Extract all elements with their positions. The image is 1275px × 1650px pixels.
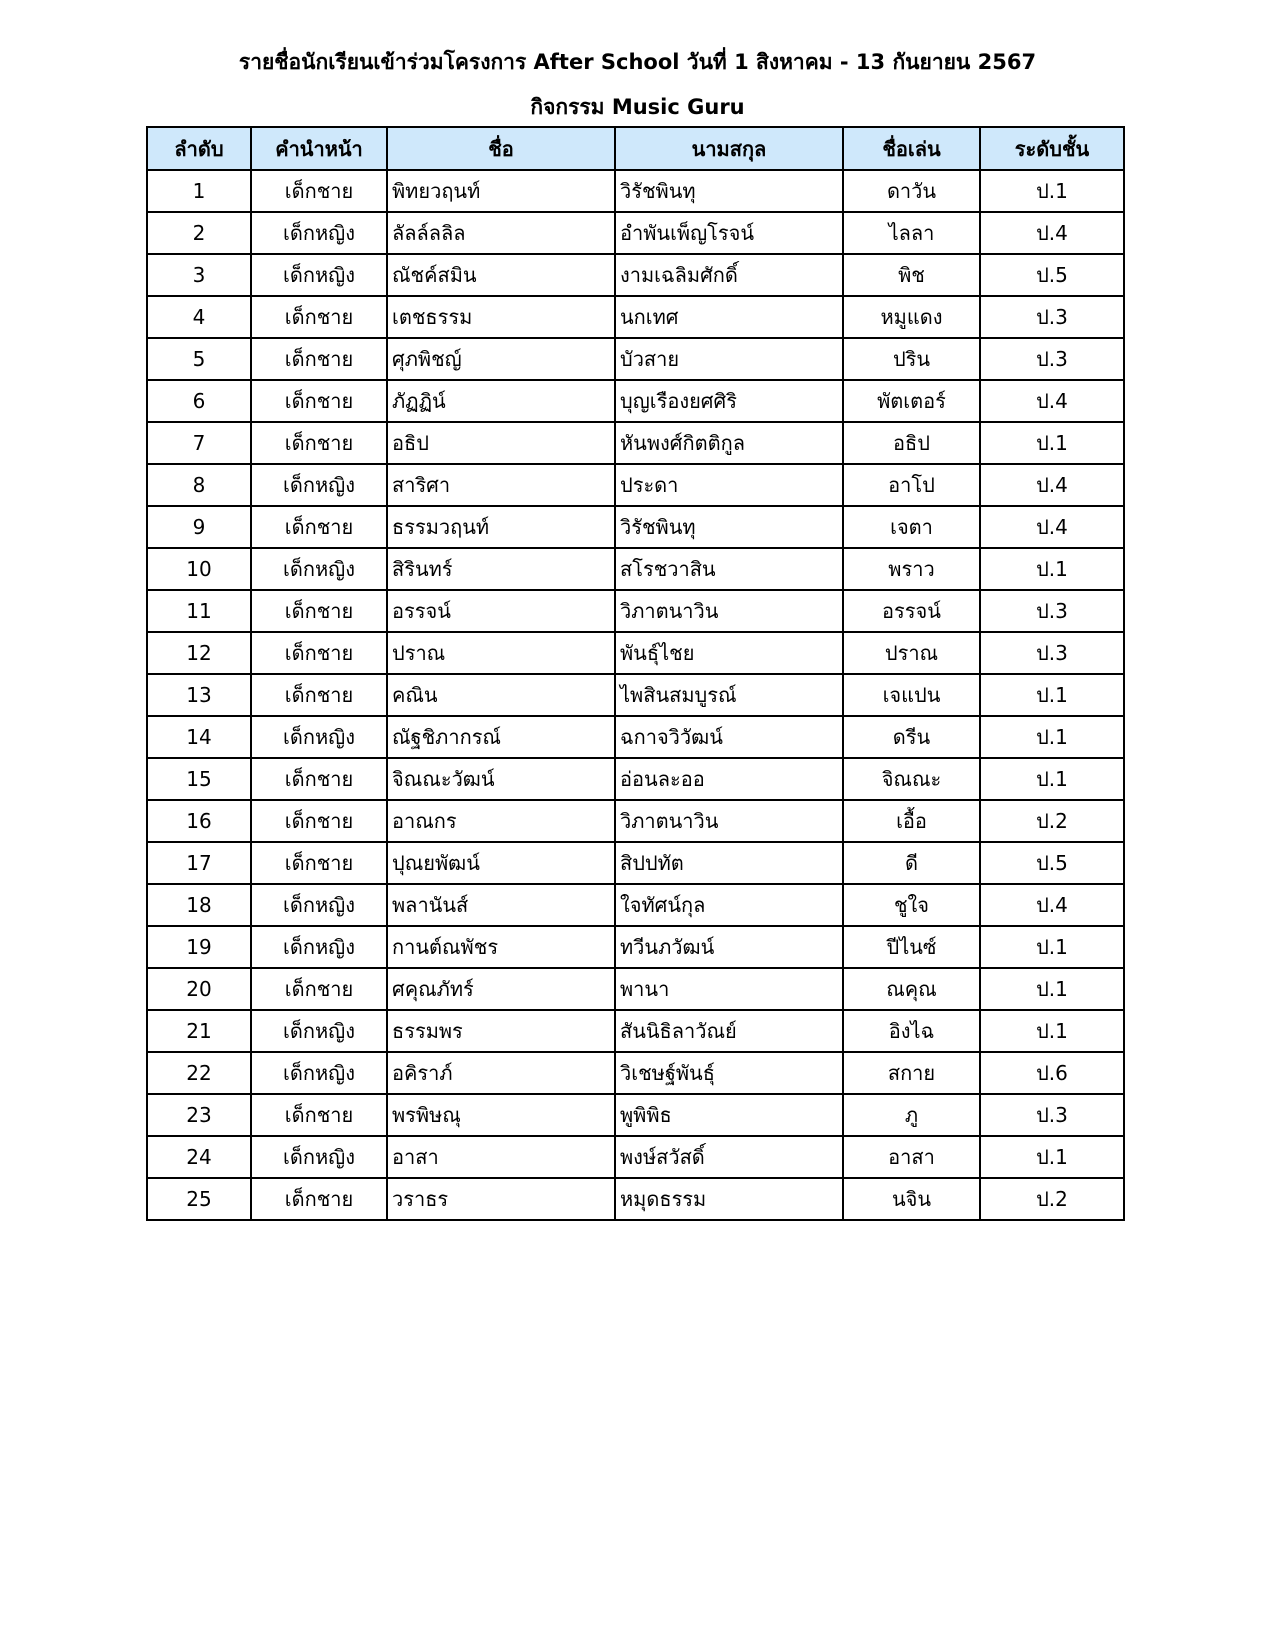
- cell-first-name: อธิป: [387, 422, 615, 464]
- cell-grade: ป.4: [980, 884, 1124, 926]
- table-row: [147, 1094, 1124, 1136]
- cell-prefix: เด็กหญิง: [251, 464, 387, 506]
- cell-order: 23: [147, 1094, 251, 1136]
- cell-grade: ป.2: [980, 1178, 1124, 1220]
- cell-nickname: อธิป: [843, 422, 980, 464]
- cell-prefix: เด็กหญิง: [251, 548, 387, 590]
- cell-last-name: วิรัชพินทุ: [615, 170, 843, 212]
- cell-nickname: ปราณ: [843, 632, 980, 674]
- cell-prefix: เด็กชาย: [251, 1094, 387, 1136]
- cell-order: 6: [147, 380, 251, 422]
- cell-grade: ป.5: [980, 842, 1124, 884]
- table-row: [147, 590, 1124, 632]
- cell-last-name: บุญเรืองยศศิริ: [615, 380, 843, 422]
- cell-prefix: เด็กชาย: [251, 968, 387, 1010]
- table-header-row: [147, 127, 1124, 170]
- cell-last-name: บัวสาย: [615, 338, 843, 380]
- cell-first-name: พลานันส์: [387, 884, 615, 926]
- cell-nickname: ปีไนซ์: [843, 926, 980, 968]
- cell-prefix: เด็กชาย: [251, 422, 387, 464]
- cell-first-name: ภัฏฏิน์: [387, 380, 615, 422]
- cell-order: 21: [147, 1010, 251, 1052]
- cell-prefix: เด็กชาย: [251, 380, 387, 422]
- table-row: [147, 716, 1124, 758]
- cell-nickname: อิงไฉ: [843, 1010, 980, 1052]
- cell-first-name: อาสา: [387, 1136, 615, 1178]
- cell-order: 16: [147, 800, 251, 842]
- cell-last-name: ทวีนภวัฒน์: [615, 926, 843, 968]
- table-row: [147, 296, 1124, 338]
- cell-nickname: จิณณะ: [843, 758, 980, 800]
- cell-first-name: ลัลล์ลลิล: [387, 212, 615, 254]
- cell-prefix: เด็กชาย: [251, 632, 387, 674]
- cell-order: 22: [147, 1052, 251, 1094]
- table-row: [147, 548, 1124, 590]
- header-prefix: คำนำหน้า: [251, 127, 387, 170]
- student-roster-table: [146, 126, 1125, 1221]
- cell-prefix: เด็กชาย: [251, 506, 387, 548]
- cell-prefix: เด็กชาย: [251, 1178, 387, 1220]
- cell-order: 10: [147, 548, 251, 590]
- cell-last-name: พงษ์สวัสดิ์: [615, 1136, 843, 1178]
- cell-nickname: ดี: [843, 842, 980, 884]
- table-row: [147, 1178, 1124, 1220]
- cell-prefix: เด็กชาย: [251, 758, 387, 800]
- cell-last-name: ฉกาจวิวัฒน์: [615, 716, 843, 758]
- table-row: [147, 464, 1124, 506]
- cell-prefix: เด็กหญิง: [251, 212, 387, 254]
- cell-last-name: สิปปทัต: [615, 842, 843, 884]
- cell-nickname: ดาวัน: [843, 170, 980, 212]
- table-row: [147, 884, 1124, 926]
- cell-first-name: อาณกร: [387, 800, 615, 842]
- cell-nickname: ชูใจ: [843, 884, 980, 926]
- cell-nickname: สกาย: [843, 1052, 980, 1094]
- cell-prefix: เด็กชาย: [251, 296, 387, 338]
- cell-prefix: เด็กหญิง: [251, 254, 387, 296]
- cell-first-name: อรรจน์: [387, 590, 615, 632]
- cell-last-name: ประดา: [615, 464, 843, 506]
- cell-grade: ป.3: [980, 338, 1124, 380]
- cell-prefix: เด็กชาย: [251, 170, 387, 212]
- cell-order: 2: [147, 212, 251, 254]
- cell-last-name: อ่อนละออ: [615, 758, 843, 800]
- cell-first-name: จิณณะวัฒน์: [387, 758, 615, 800]
- cell-grade: ป.4: [980, 506, 1124, 548]
- cell-first-name: พิทยวฤนท์: [387, 170, 615, 212]
- cell-nickname: อาสา: [843, 1136, 980, 1178]
- cell-order: 15: [147, 758, 251, 800]
- cell-last-name: หันพงศ์กิตติกูล: [615, 422, 843, 464]
- table-row: [147, 170, 1124, 212]
- header-first-name: ชื่อ: [387, 127, 615, 170]
- table-row: [147, 422, 1124, 464]
- table-row: [147, 758, 1124, 800]
- cell-grade: ป.4: [980, 212, 1124, 254]
- cell-nickname: เจแปน: [843, 674, 980, 716]
- cell-first-name: ศุภพิชญ์: [387, 338, 615, 380]
- table-row: [147, 968, 1124, 1010]
- cell-prefix: เด็กหญิง: [251, 926, 387, 968]
- cell-grade: ป.1: [980, 1010, 1124, 1052]
- cell-grade: ป.4: [980, 464, 1124, 506]
- cell-order: 8: [147, 464, 251, 506]
- header-grade: ระดับชั้น: [980, 127, 1124, 170]
- cell-grade: ป.3: [980, 632, 1124, 674]
- cell-prefix: เด็กชาย: [251, 590, 387, 632]
- cell-last-name: วิภาตนาวิน: [615, 590, 843, 632]
- cell-first-name: ปราณ: [387, 632, 615, 674]
- cell-order: 18: [147, 884, 251, 926]
- cell-order: 9: [147, 506, 251, 548]
- cell-first-name: ธรรมพร: [387, 1010, 615, 1052]
- cell-order: 14: [147, 716, 251, 758]
- cell-last-name: สันนิธิลาวัณย์: [615, 1010, 843, 1052]
- cell-prefix: เด็กชาย: [251, 800, 387, 842]
- cell-first-name: วราธร: [387, 1178, 615, 1220]
- cell-grade: ป.2: [980, 800, 1124, 842]
- cell-grade: ป.1: [980, 758, 1124, 800]
- cell-nickname: ภู: [843, 1094, 980, 1136]
- cell-order: 11: [147, 590, 251, 632]
- table-row: [147, 338, 1124, 380]
- cell-order: 17: [147, 842, 251, 884]
- cell-grade: ป.1: [980, 926, 1124, 968]
- table-row: [147, 632, 1124, 674]
- cell-last-name: นกเทศ: [615, 296, 843, 338]
- cell-grade: ป.3: [980, 1094, 1124, 1136]
- cell-nickname: ณคุณ: [843, 968, 980, 1010]
- header-order: ลำดับ: [147, 127, 251, 170]
- cell-last-name: พูพิพิธ: [615, 1094, 843, 1136]
- cell-first-name: เตชธรรม: [387, 296, 615, 338]
- cell-order: 13: [147, 674, 251, 716]
- table-row: [147, 506, 1124, 548]
- cell-grade: ป.6: [980, 1052, 1124, 1094]
- cell-last-name: พันธุ์ไชย: [615, 632, 843, 674]
- cell-first-name: ณัฐชิภากรณ์: [387, 716, 615, 758]
- cell-grade: ป.1: [980, 968, 1124, 1010]
- cell-prefix: เด็กชาย: [251, 842, 387, 884]
- cell-last-name: ไพสินสมบูรณ์: [615, 674, 843, 716]
- cell-order: 12: [147, 632, 251, 674]
- cell-last-name: วิรัชพินทุ: [615, 506, 843, 548]
- cell-first-name: ณัชค์สมิน: [387, 254, 615, 296]
- cell-order: 5: [147, 338, 251, 380]
- header-nickname: ชื่อเล่น: [843, 127, 980, 170]
- cell-first-name: ปุณยพัฒน์: [387, 842, 615, 884]
- cell-last-name: หมุดธรรม: [615, 1178, 843, 1220]
- page-subtitle: กิจกรรม Music Guru: [530, 95, 745, 119]
- table-row: [147, 800, 1124, 842]
- cell-order: 20: [147, 968, 251, 1010]
- cell-first-name: พรพิษณุ: [387, 1094, 615, 1136]
- table-row: [147, 674, 1124, 716]
- cell-grade: ป.1: [980, 422, 1124, 464]
- table-row: [147, 926, 1124, 968]
- cell-nickname: เอื้อ: [843, 800, 980, 842]
- table-row: [147, 212, 1124, 254]
- cell-grade: ป.1: [980, 716, 1124, 758]
- table-row: [147, 1052, 1124, 1094]
- cell-first-name: อคิราภ์: [387, 1052, 615, 1094]
- cell-prefix: เด็กหญิง: [251, 1136, 387, 1178]
- cell-order: 4: [147, 296, 251, 338]
- table-row: [147, 1136, 1124, 1178]
- table-row: [147, 254, 1124, 296]
- cell-order: 19: [147, 926, 251, 968]
- cell-nickname: อรรจน์: [843, 590, 980, 632]
- cell-grade: ป.3: [980, 296, 1124, 338]
- cell-order: 25: [147, 1178, 251, 1220]
- cell-nickname: พราว: [843, 548, 980, 590]
- cell-nickname: ดรีน: [843, 716, 980, 758]
- cell-nickname: เจตา: [843, 506, 980, 548]
- cell-first-name: กานต์ณพัชร: [387, 926, 615, 968]
- cell-last-name: งามเฉลิมศักดิ์: [615, 254, 843, 296]
- table-body: [147, 170, 1124, 1220]
- cell-prefix: เด็กหญิง: [251, 716, 387, 758]
- cell-last-name: พานา: [615, 968, 843, 1010]
- cell-order: 1: [147, 170, 251, 212]
- cell-first-name: ศคุณภัทร์: [387, 968, 615, 1010]
- cell-last-name: ใจทัศน์กุล: [615, 884, 843, 926]
- cell-last-name: อำพันเพ็ญโรจน์: [615, 212, 843, 254]
- cell-prefix: เด็กชาย: [251, 674, 387, 716]
- cell-grade: ป.4: [980, 380, 1124, 422]
- cell-prefix: เด็กหญิง: [251, 1010, 387, 1052]
- cell-grade: ป.1: [980, 674, 1124, 716]
- cell-nickname: นจิน: [843, 1178, 980, 1220]
- cell-first-name: สิรินทร์: [387, 548, 615, 590]
- cell-last-name: สโรชวาสิน: [615, 548, 843, 590]
- cell-grade: ป.1: [980, 548, 1124, 590]
- table-row: [147, 1010, 1124, 1052]
- cell-last-name: วิเชษฐ์พันธุ์: [615, 1052, 843, 1094]
- cell-prefix: เด็กชาย: [251, 338, 387, 380]
- cell-nickname: พัตเตอร์: [843, 380, 980, 422]
- cell-last-name: วิภาตนาวิน: [615, 800, 843, 842]
- cell-grade: ป.1: [980, 170, 1124, 212]
- cell-first-name: คณิน: [387, 674, 615, 716]
- cell-order: 3: [147, 254, 251, 296]
- cell-prefix: เด็กหญิง: [251, 884, 387, 926]
- cell-nickname: ไลลา: [843, 212, 980, 254]
- cell-order: 7: [147, 422, 251, 464]
- cell-grade: ป.1: [980, 1136, 1124, 1178]
- cell-grade: ป.5: [980, 254, 1124, 296]
- cell-first-name: สาริศา: [387, 464, 615, 506]
- table-row: [147, 380, 1124, 422]
- header-last-name: นามสกุล: [615, 127, 843, 170]
- cell-nickname: พิช: [843, 254, 980, 296]
- cell-grade: ป.3: [980, 590, 1124, 632]
- cell-nickname: ปริน: [843, 338, 980, 380]
- cell-order: 24: [147, 1136, 251, 1178]
- page-title: รายชื่อนักเรียนเข้าร่วมโครงการ After School วันที่ 1 สิงหาคม - 13 กันยายน 2567: [238, 50, 1037, 74]
- cell-first-name: ธรรมวฤนท์: [387, 506, 615, 548]
- cell-prefix: เด็กหญิง: [251, 1052, 387, 1094]
- cell-nickname: อาโป: [843, 464, 980, 506]
- cell-nickname: หมูแดง: [843, 296, 980, 338]
- table-row: [147, 842, 1124, 884]
